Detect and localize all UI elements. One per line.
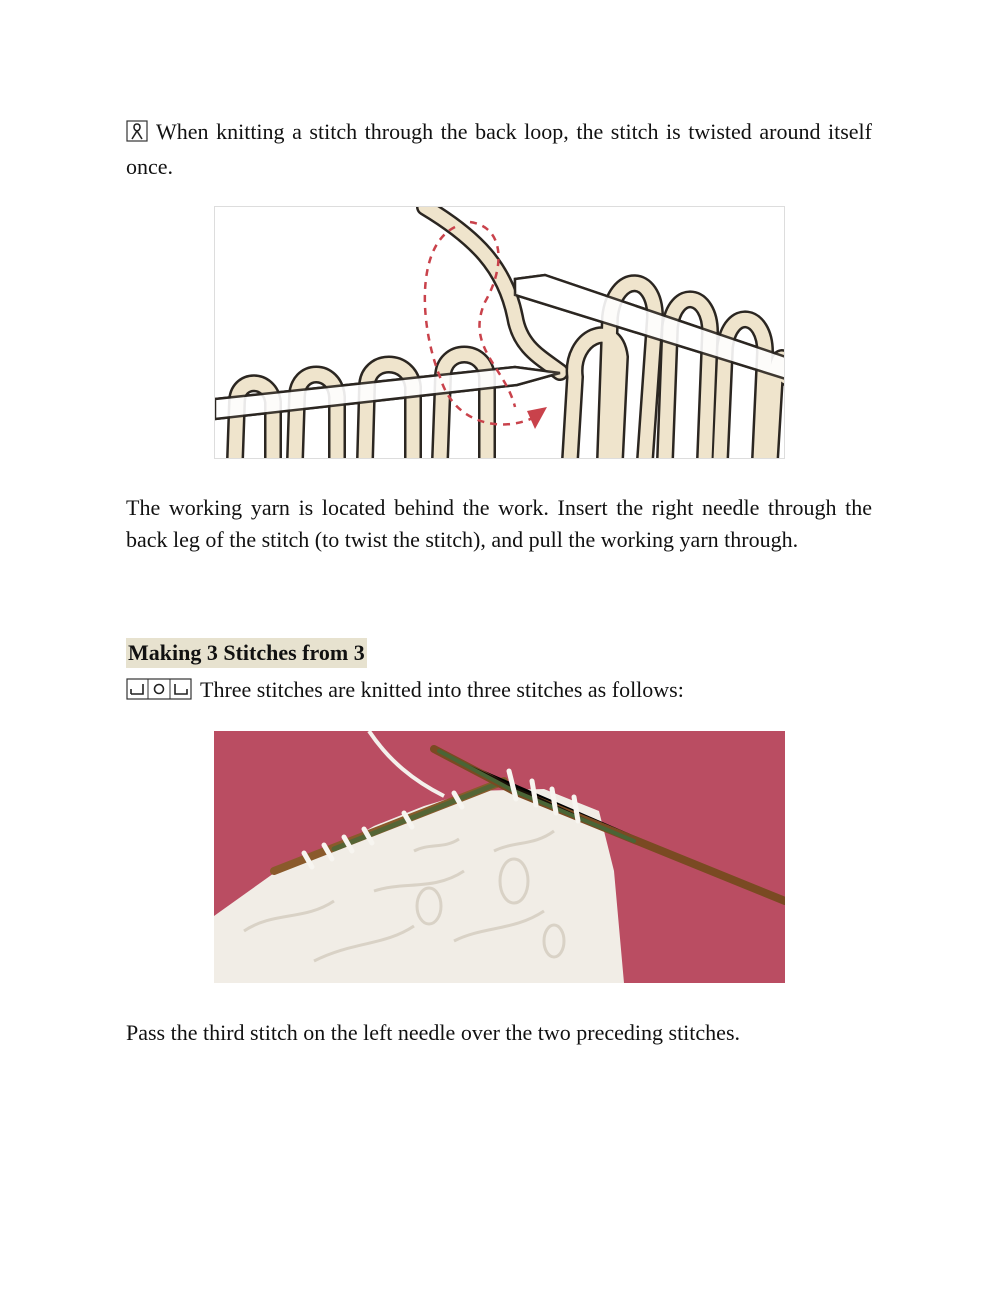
- three-from-three-text: Three stitches are knitted into three stitches as follows:: [200, 677, 684, 702]
- section-heading: Making 3 Stitches from 3: [126, 638, 367, 668]
- twisted-stitch-illustration: [214, 206, 785, 459]
- three-from-three-symbol-icon: [126, 677, 192, 709]
- working-yarn-paragraph: The working yarn is located behind the work. Insert the right needle through the back leg of the stitch (to twist the stitch), and pull the working yarn through.: [126, 495, 872, 552]
- twisted-knit-symbol-icon: [126, 119, 148, 151]
- knitting-photo: [214, 731, 785, 983]
- twisted-stitch-text: When knitting a stitch through the back loop, the stitch is twisted around itself once.: [126, 119, 872, 179]
- three-from-three-paragraph: [126, 674, 872, 709]
- twisted-stitch-paragraph: [126, 116, 872, 183]
- pass-stitch-paragraph: Pass the third stitch on the left needle over the two preceding stitches.: [126, 1020, 741, 1045]
